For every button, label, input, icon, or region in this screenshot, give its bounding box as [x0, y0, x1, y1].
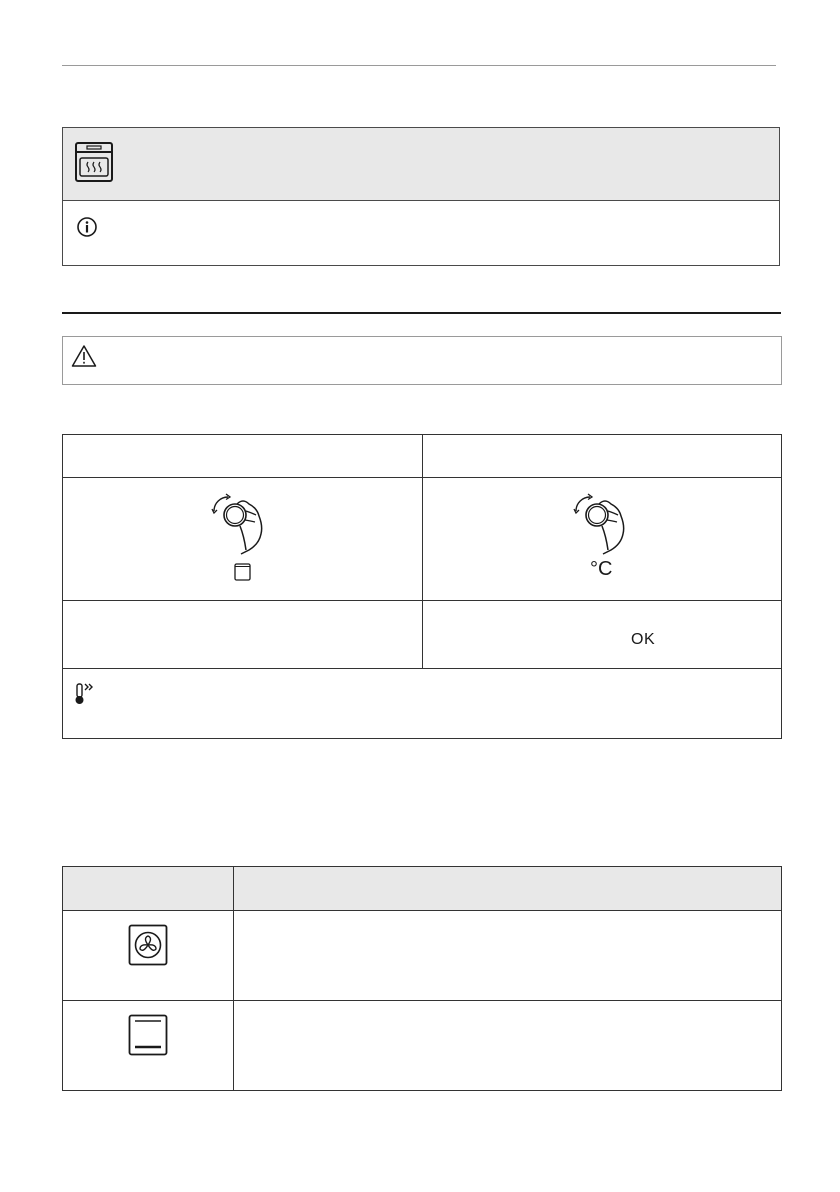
function-info-box	[62, 127, 780, 266]
oven-function-icon	[234, 563, 251, 586]
hand-turning-knob-icon	[572, 493, 632, 560]
modes-row-divider	[63, 1000, 781, 1001]
warning-triangle-icon	[71, 344, 97, 373]
modes-table-header	[63, 867, 781, 911]
info-icon	[76, 216, 98, 243]
section-rule	[62, 312, 781, 314]
heating-modes-table	[62, 866, 782, 1091]
true-fan-icon	[128, 924, 168, 971]
steps-column-divider	[422, 435, 423, 668]
ok-label: OK	[631, 631, 656, 648]
oven-steam-icon	[74, 141, 114, 188]
modes-column-divider	[233, 867, 234, 1090]
top-rule	[62, 65, 776, 66]
function-info-header	[63, 128, 779, 201]
thermometer-fast-heat-icon	[74, 681, 100, 712]
warning-box	[62, 336, 782, 385]
hand-turning-knob-icon	[210, 493, 270, 560]
bottom-heat-icon	[128, 1014, 168, 1061]
steps-row-divider	[63, 668, 781, 669]
steps-table	[62, 434, 782, 739]
temperature-unit-label: °C	[590, 558, 613, 580]
